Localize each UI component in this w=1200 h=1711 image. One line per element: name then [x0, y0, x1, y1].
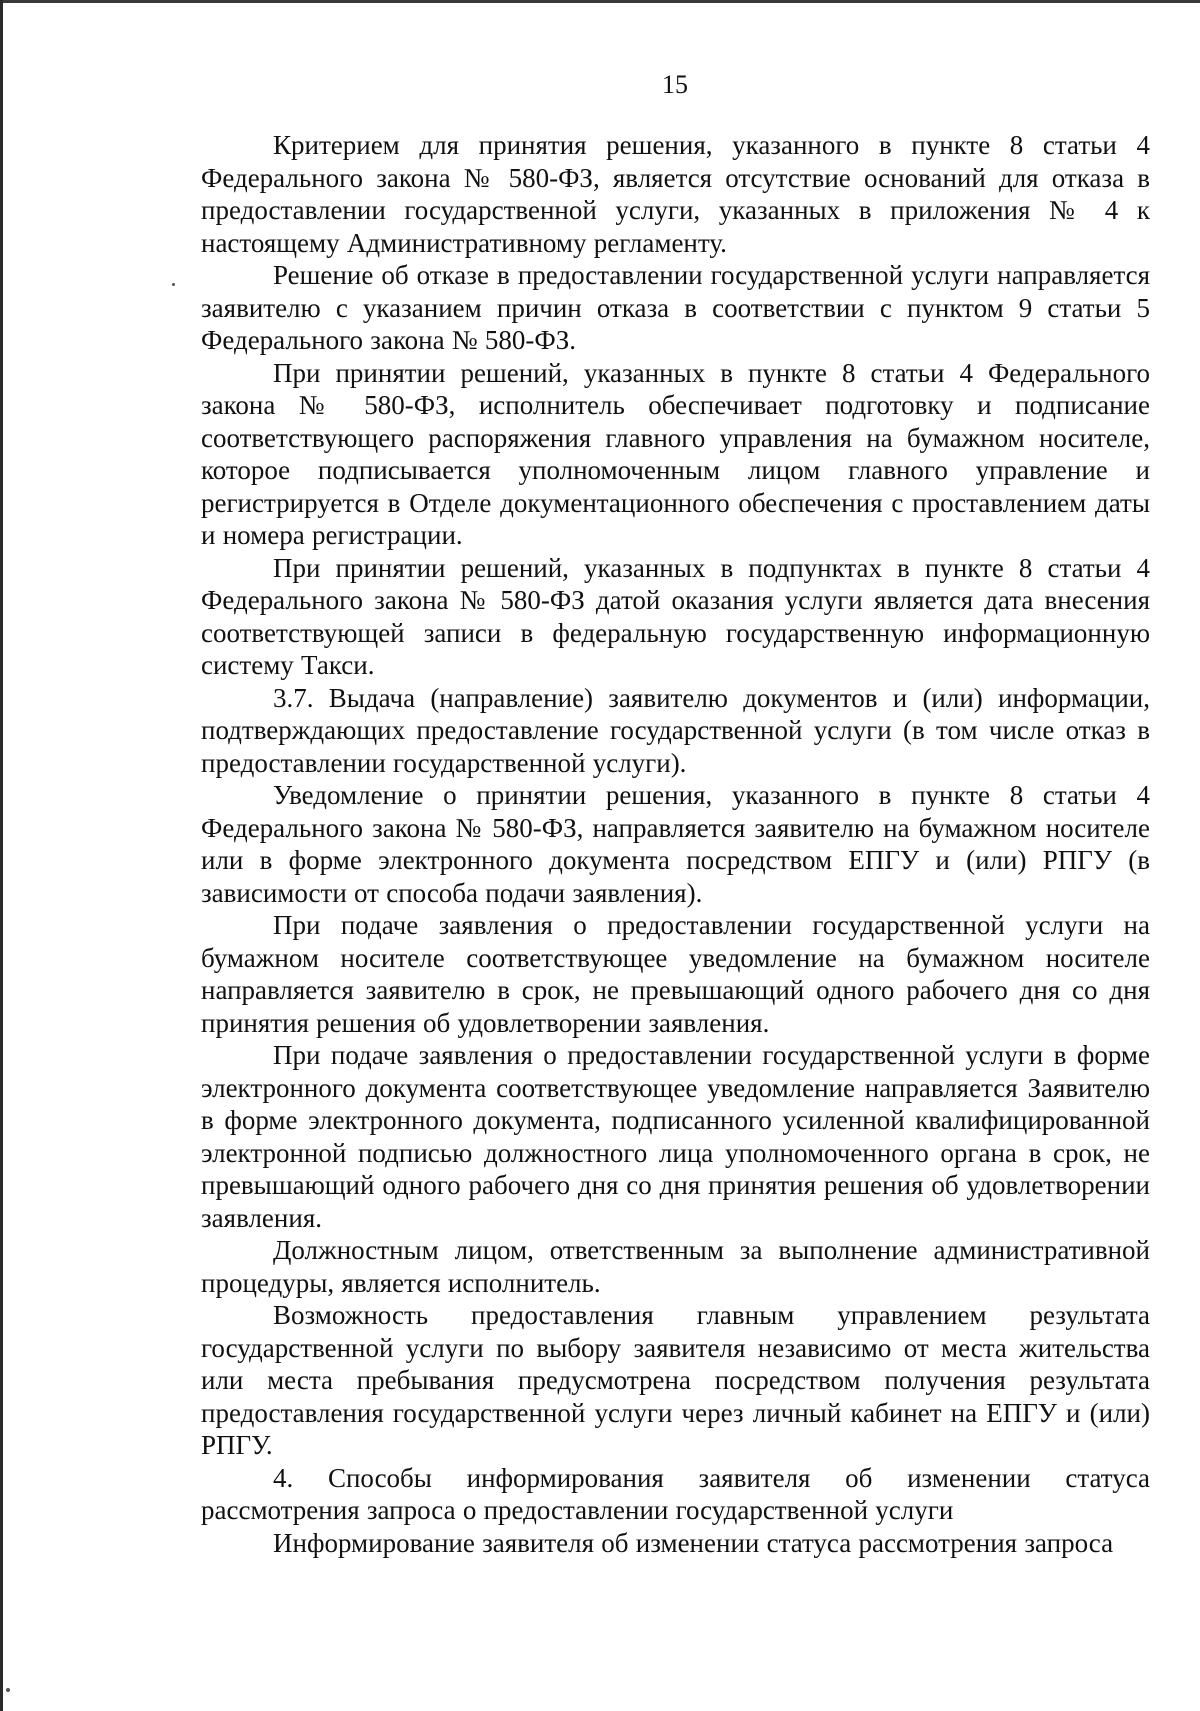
page-number: 15 — [662, 70, 688, 99]
paragraph-responsible-official: Должностным лицом, ответственным за выполнение административной процедуры, является исполнитель. — [201, 1235, 1150, 1298]
paragraph-paper-submission: При подаче заявления о предоставлении государственной услуги на бумажном носителе соответствующее уведомление на бумажном носителе направляется заявителю в срок, не превышающий одного рабочего дня со дня принятия решения об удовлетворении заявления. — [201, 910, 1150, 1038]
paragraph-service-date: При принятии решений, указанных в подпунктах в пункте 8 статьи 4 Федерального закона № 580-ФЗ датой оказания услуги является дата внесения соответствующей записи в федеральную государственную информационную систему Такси. — [201, 552, 1150, 680]
document-body — [201, 129, 1150, 1559]
scan-speck — [172, 283, 175, 286]
paragraph-electronic-submission: При подаче заявления о предоставлении государственной услуги в форме электронного документа соответствующее уведомление направляется Заявителю в форме электронного документа, подписанного усиленной квалифицированной электронной подписью должностного лица уполномоченного органа в срок, не превышающий одного рабочего дня со дня принятия решения об удовлетворении заявления. — [201, 1040, 1150, 1233]
paragraph-section-4-heading: 4. Способы информирования заявителя об изменении статуса рассмотрения запроса о предоставлении государственной услуги — [201, 1462, 1150, 1525]
paragraph-section-3-7: 3.7. Выдача (направление) заявителю документов и (или) информации, подтверждающих предоставление государственной услуги (в том числе отказ в предоставлении государственной услуги). — [201, 682, 1150, 778]
scan-edge-left — [0, 0, 3, 1711]
paragraph-decision-notification: Уведомление о принятии решения, указанного в пункте 8 статьи 4 Федерального закона № 580-ФЗ, направляется заявителю на бумажном носителе или в форме электронного документа посредством ЕПГУ и (или) РПГУ (в зависимости от способа подачи заявления). — [201, 780, 1150, 908]
scan-edge-top — [0, 0, 1200, 3]
paragraph-refusal-notice: Решение об отказе в предоставлении государственной услуги направляется заявителю с указанием причин отказа в соответствии с пунктом 9 статьи 5 Федерального закона № 580-ФЗ. — [201, 260, 1150, 355]
scan-speck — [6, 1688, 10, 1692]
paragraph-result-availability: Возможность предоставления главным управлением результата государственной услуги по выбору заявителя независимо от места жительства или места пребывания предусмотрена посредством получения результата предоставления государственной услуги через личный кабинет на ЕПГУ и (или) РПГУ. — [201, 1300, 1150, 1460]
paragraph-status-informing: Информирование заявителя об изменении статуса рассмотрения запроса — [273, 1527, 1114, 1558]
paragraph-executor-duties: При принятии решений, указанных в пункте 8 статьи 4 Федерального закона № 580-ФЗ, исполнитель обеспечивает подготовку и подписание соответствующего распоряжения главного управления на бумажном носителе, которое подписывается уполномоченным лицом главного управление и регистрируется в Отделе документационного обеспечения с проставлением даты и номера регистрации. — [201, 357, 1150, 550]
paragraph-decision-criterion: Критерием для принятия решения, указанного в пункте 8 статьи 4 Федерального закона № 580-ФЗ, является отсутствие оснований для отказа в предоставлении государственной услуги, указанных в приложения № 4 к настоящему Административному регламенту. — [201, 130, 1150, 258]
